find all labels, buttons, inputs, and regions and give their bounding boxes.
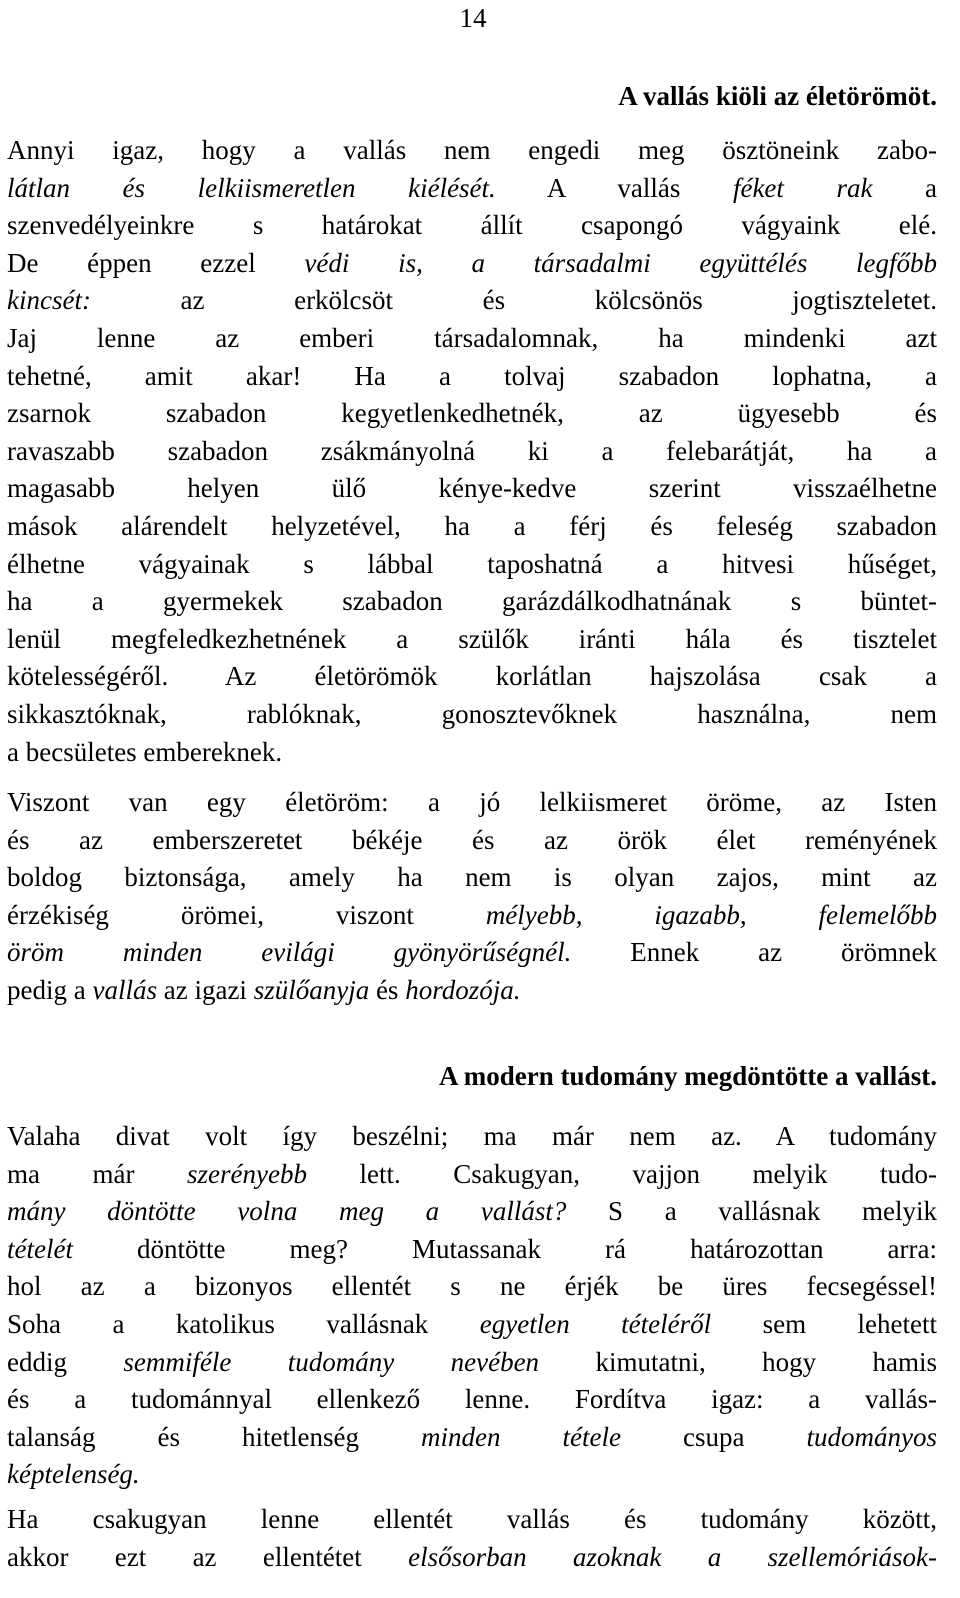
- text-line: [7, 207, 937, 245]
- text-segment: és a tudománnyal ellenkező lenne. Fordítva igaz: a vallás-: [7, 1384, 937, 1415]
- text-segment: zsarnok szabadon kegyetlenkedhetnék, az ügyesebb és: [7, 398, 937, 429]
- text-line: [7, 1193, 937, 1231]
- italic-text: tételét: [7, 1233, 73, 1264]
- text-line: [7, 734, 937, 772]
- section-heading-2: A modern tudomány megdöntötte a vallást.: [439, 1061, 937, 1091]
- text-line: [7, 1156, 937, 1194]
- text-segment: ha a gyermekek szabadon garázdálkodhatnának s büntet-: [7, 586, 937, 617]
- text-segment: szenvedélyeinkre s határokat állít csapongó vágyaink elé.: [7, 210, 937, 241]
- text-line: [7, 1501, 937, 1539]
- text-line: [7, 1306, 937, 1344]
- text-segment: S a vallásnak melyik: [566, 1196, 938, 1227]
- text-segment: mások alárendelt helyzetével, ha a férj és feleség szabadon: [7, 510, 937, 541]
- text-line: [7, 1456, 937, 1494]
- text-line: [7, 621, 937, 659]
- text-line: [7, 170, 937, 208]
- text-segment: Ennek az örömnek: [571, 937, 937, 968]
- italic-text: egyetlen tételéről: [479, 1308, 712, 1339]
- italic-text: minden tétele: [421, 1421, 621, 1452]
- text-line: [7, 320, 937, 358]
- text-line: [7, 1381, 937, 1419]
- text-line: [7, 583, 937, 621]
- text-line: [7, 972, 937, 1010]
- italic-text: öröm minden evilági gyönyörűségnél.: [7, 937, 572, 968]
- italic-text: szerényebb: [187, 1158, 307, 1189]
- text-line: [7, 658, 937, 696]
- text-segment: sem lehetett: [711, 1308, 937, 1339]
- italic-text: elsősorban azoknak a szellemóriások-: [408, 1541, 937, 1572]
- text-segment: a: [872, 172, 937, 203]
- text-line: [7, 897, 937, 935]
- text-line: [7, 1268, 937, 1306]
- italic-text: kincsét:: [7, 285, 91, 316]
- italic-text: hordozója.: [405, 974, 521, 1005]
- text-line: [7, 1419, 937, 1457]
- text-segment: Viszont van egy életöröm: a jó lelkiismeret öröme, az Isten: [7, 787, 937, 817]
- text-line: [7, 546, 937, 584]
- italic-text: mány döntötte volna meg a vallást?: [7, 1196, 567, 1227]
- text-line: [7, 1539, 937, 1577]
- text-segment: érzékiség örömei, viszont: [7, 899, 486, 930]
- text-line: [7, 1231, 937, 1269]
- italic-text: látlan és lelkiismeretlen kiélését.: [7, 172, 496, 203]
- text-segment: hol az a bizonyos ellentét s ne érjék be üres fecsegéssel!: [7, 1271, 937, 1302]
- text-segment: és az emberszeretet békéje és az örök élet reményének: [7, 824, 937, 855]
- italic-text: mélyebb, igazabb, felemelőbb: [485, 899, 937, 930]
- text-line: [7, 1344, 937, 1382]
- text-segment: Jaj lenne az emberi társadalomnak, ha mindenki azt: [7, 322, 937, 353]
- text-segment: talanság és hitetlenség: [7, 1421, 421, 1452]
- text-segment: boldog biztonsága, amely ha nem is olyan zajos, mint az: [7, 862, 937, 893]
- text-segment: Soha a katolikus vallásnak: [7, 1308, 480, 1339]
- text-segment: pedig a: [7, 974, 93, 1005]
- text-segment: sikkasztóknak, rablóknak, gonosztevőknek használna, nem: [7, 698, 937, 729]
- text-segment: magasabb helyen ülő kénye-kedve szerint visszaélhetne: [7, 473, 937, 504]
- italic-text: képtelenség.: [7, 1459, 140, 1490]
- text-segment: Ha csakugyan lenne ellentét vallás és tudomány között,: [7, 1504, 937, 1534]
- text-segment: és: [369, 974, 406, 1005]
- text-line: [7, 470, 937, 508]
- text-line: [7, 822, 937, 860]
- text-segment: De éppen ezzel: [7, 247, 305, 278]
- text-segment: ravaszabb szabadon zsákmányolná ki a felebarátját, ha a: [7, 435, 937, 466]
- section-heading-1: A vallás kiöli az életörömöt.: [618, 81, 937, 111]
- text-line: [7, 282, 937, 320]
- text-segment: a becsületes embereknek.: [7, 736, 283, 767]
- text-segment: lenül megfeledkezhetnének a szülők iránti hála és tisztelet: [7, 623, 937, 654]
- text-segment: kimutatni, hogy hamis: [539, 1346, 937, 1377]
- text-segment: csupa: [620, 1421, 807, 1452]
- italic-text: vallás: [92, 974, 157, 1005]
- italic-text: féket rak: [732, 172, 873, 203]
- text-line: [7, 859, 937, 897]
- text-segment: Annyi igaz, hogy a vallás nem engedi meg ösztöneink zabo-: [7, 135, 937, 165]
- text-line: [7, 245, 937, 283]
- text-segment: döntötte meg? Mutassanak rá határozottan arra:: [72, 1233, 937, 1264]
- text-segment: Valaha divat volt így beszélni; ma már nem az. A tudomány: [7, 1121, 937, 1151]
- text-segment: élhetne vágyainak s lábbal taposhatná a hitvesi hűséget,: [7, 548, 937, 579]
- text-segment: kötelességéről. Az életörömök korlátlan hajszolása csak a: [7, 661, 937, 692]
- text-segment: ma már: [7, 1158, 187, 1189]
- section2-paragraph-2: [7, 1501, 937, 1576]
- text-segment: az erkölcsöt és kölcsönös jogtiszteletet.: [90, 285, 937, 316]
- italic-text: szülőanyja: [253, 974, 370, 1005]
- text-segment: tehetné, amit akar! Ha a tolvaj szabadon lophatna, a: [7, 360, 937, 391]
- text-segment: A vallás: [495, 172, 733, 203]
- text-line: [7, 784, 937, 822]
- italic-text: semmiféle tudomány nevében: [123, 1346, 540, 1377]
- section1-paragraph-1: [7, 132, 937, 771]
- text-line: [7, 696, 937, 734]
- text-segment: lett. Csakugyan, vajjon melyik tudo-: [306, 1158, 937, 1189]
- text-segment: az igazi: [156, 974, 254, 1005]
- text-line: [7, 433, 937, 471]
- page-number: 14: [459, 3, 487, 33]
- text-line: [7, 934, 937, 972]
- text-segment: akkor ezt az ellentétet: [7, 1541, 409, 1572]
- text-line: [7, 508, 937, 546]
- italic-text: védi is, a társadalmi együttélés legfőbb: [304, 247, 937, 278]
- text-line: [7, 1118, 937, 1156]
- text-line: [7, 358, 937, 396]
- text-line: [7, 132, 937, 170]
- section2-paragraph-1: [7, 1118, 937, 1494]
- section1-paragraph-2: [7, 784, 937, 1010]
- text-line: [7, 395, 937, 433]
- text-segment: eddig: [7, 1346, 124, 1377]
- italic-text: tudományos: [806, 1421, 937, 1452]
